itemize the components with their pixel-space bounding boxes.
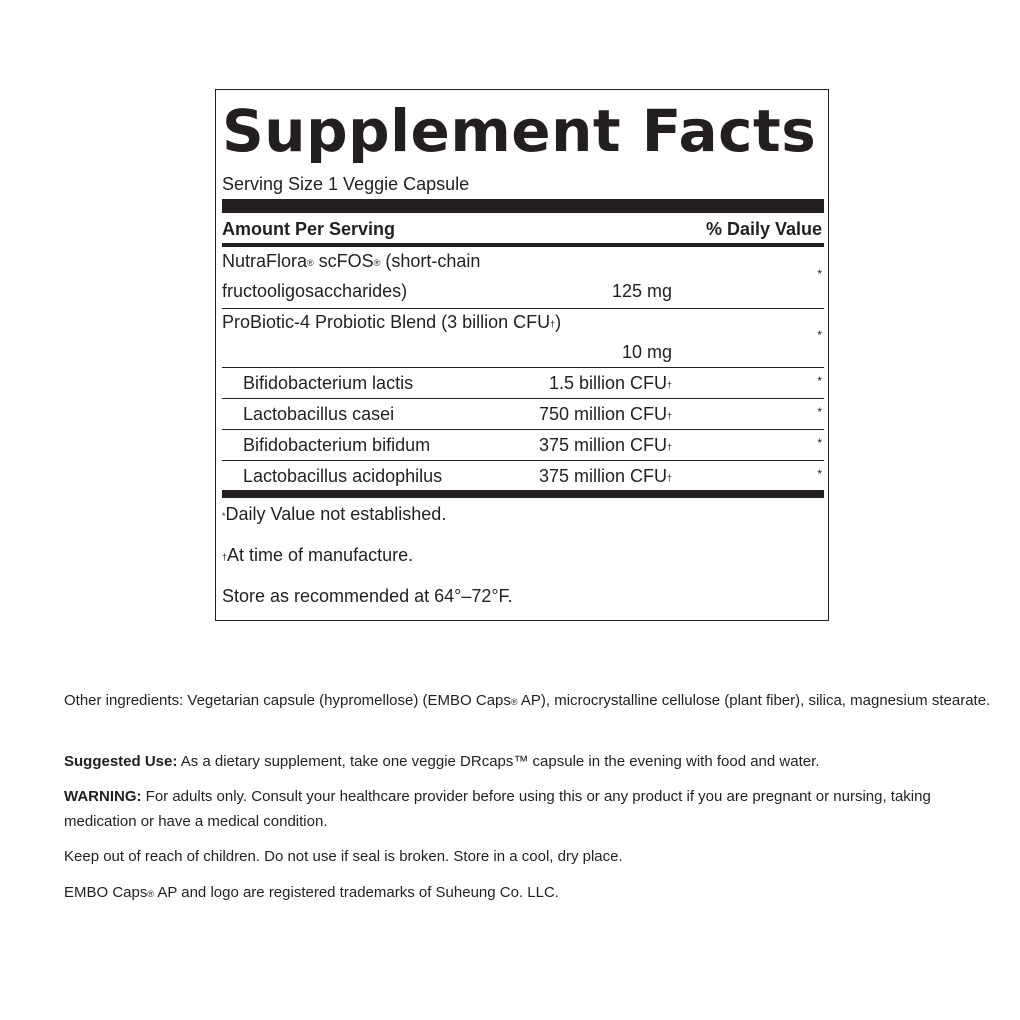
thick-divider	[222, 199, 824, 213]
other-ingredients: Other ingredients: Vegetarian capsule (hypromellose) (EMBO Caps® AP), microcrystalline cellulose (plant fiber), silica, magnesium stearate.	[64, 692, 991, 709]
nutraflora-name-line2: fructooligosaccharides)	[222, 281, 408, 301]
sub-row-name: Lactobacillus casei	[243, 404, 395, 424]
sub-row-amount: 375 million CFU†	[538, 466, 672, 486]
row-divider	[222, 429, 824, 430]
probiotic-blend-amount: 10 mg	[621, 342, 672, 362]
sub-row-dv: *	[817, 436, 822, 450]
suggested-use: Suggested Use: As a dietary supplement, take one veggie DRcaps™ capsule in the evening with food and water.	[64, 753, 820, 770]
probiotic-blend-name: ProBiotic-4 Probiotic Blend (3 billion CFU†)	[222, 312, 562, 332]
nutraflora-name-line1: NutraFlora® scFOS® (short-chain	[222, 251, 481, 271]
sub-row-dv: *	[817, 405, 822, 419]
row-divider	[222, 367, 824, 368]
trademark-notice: EMBO Caps® AP and logo are registered trademarks of Suheung Co. LLC.	[64, 884, 559, 901]
storage-note: Store as recommended at 64°–72°F.	[222, 586, 513, 606]
header-divider	[222, 243, 824, 247]
keep-out-notice: Keep out of reach of children. Do not use if seal is broken. Store in a cool, dry place.	[64, 848, 623, 865]
nutraflora-dv: *	[817, 267, 822, 281]
nutraflora-amount: 125 mg	[611, 281, 672, 301]
footnote-daily-value: *Daily Value not established.	[222, 504, 447, 524]
sub-row-amount: 375 million CFU†	[538, 435, 672, 455]
row-divider	[222, 308, 824, 309]
row-divider	[222, 460, 824, 461]
sub-row-name: Bifidobacterium lactis	[243, 373, 414, 393]
sub-row-amount: 1.5 billion CFU†	[548, 373, 672, 393]
row-divider	[222, 398, 824, 399]
sub-row-name: Bifidobacterium bifidum	[243, 435, 431, 455]
sub-row-dv: *	[817, 467, 822, 481]
bottom-divider	[222, 490, 824, 498]
sub-row-amount: 750 million CFU†	[538, 404, 672, 424]
serving-size: Serving Size 1 Veggie Capsule	[222, 174, 470, 194]
panel-title: Supplement Facts	[222, 97, 817, 165]
sub-row-name: Lactobacillus acidophilus	[243, 466, 443, 486]
probiotic-blend-dv: *	[817, 328, 822, 342]
sub-row-dv: *	[817, 374, 822, 388]
warning: WARNING: For adults only. Consult your healthcare provider before using this or any product if you are pregnant or nursing, taking medication or have a medical condition.	[64, 788, 931, 830]
footnote-dagger: †At time of manufacture.	[222, 545, 414, 565]
amount-per-serving-header: Amount Per Serving	[222, 219, 396, 239]
supplement-facts-panel	[215, 89, 829, 621]
daily-value-header: % Daily Value	[705, 219, 822, 239]
